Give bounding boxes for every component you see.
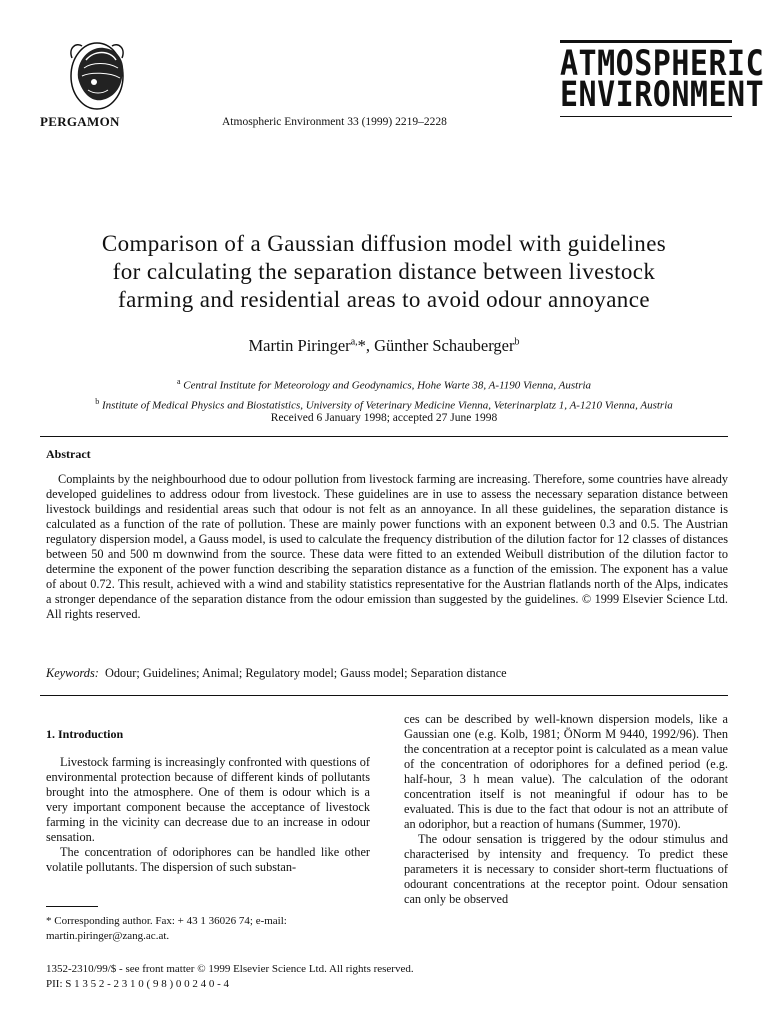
author-affiliation-mark: a, [350,336,358,348]
keywords-label: Keywords: [46,666,99,680]
footnote: * Corresponding author. Fax: + 43 1 36026 74; e-mail: martin.piringer@zang.ac.at. [46,915,287,942]
journal-citation: Atmospheric Environment 33 (1999) 2219–2228 [222,116,447,128]
keywords [46,666,728,681]
affiliations [40,374,728,413]
journal-masthead [560,40,765,120]
received-dates: Received 6 January 1998; accepted 27 June 1998 [270,412,498,424]
abstract-text: Complaints by the neighbourhood due to odour pollution from livestock farming are increasing. Therefore, some countries have already developed guidelines to address odour from livestock. These guidelines are in use to assess the necessary separation distance between livestock buildings and residential areas such that odour is not felt as an annoyance. In all these guidelines, the separation distance is calculated as a function of the rate of pollution. These are mainly power functions with an exponent between 0.3 and 0.5. The Austrian regulatory dispersion model, a Gauss model, is used to calculate the frequency distribution of the dilution factor for 12 classes of distances between 50 and 500 m downwind from the source. These data were fitted to an extended Weibull distribution of the dilution factor to determine the exponent of the power function describing the separation distance as a function of the emission. The exponent has a value of about 0.72. This result, achieved with a wind and stability statistics representative for the Austrian flatlands north of the Alps, indicates a stronger dependance of the separation distance from the odour emission than suggested by the guidelines. © 1999 Elsevier Science Ltd. All rights reserved. [46,472,728,621]
body-column-right [404,712,728,907]
title-line-1: Comparison of a Gaussian diffusion model with guidelines [101,231,667,256]
divider [40,436,728,437]
author-name: Günther Schauberger [374,336,515,355]
title-line-3: farming and residential areas to avoid odour annoyance [118,287,650,312]
affiliation-b: $^b$ Institute of Medical Physics and Biostatistics, University of Veterinary Medicine Vienna, Veterinarplatz 1, A-1210 Vienna, Austria [95,396,673,412]
publisher-name: PERGAMON [40,114,120,129]
pii-line: PII: S 1 3 5 2 - 2 3 1 0 ( 9 8 ) 0 0 2 4 0 - 4 [46,978,230,990]
paragraph: Livestock farming is increasingly confronted with questions of environmental protection because of different kinds of pollutants brought into the atmosphere. One of them is odour which is a very important component because the acceptance of livestock farming in the vicinity can decrease due to an increase in odour sensation. [46,755,370,844]
journal-name-line2: ENVIRONMENT [560,74,765,115]
divider [40,695,728,696]
author-affiliation-mark: b [514,336,520,348]
journal-name-line1: ATMOSPHERIC [560,43,765,84]
publisher-logo [42,38,152,114]
keywords-list: Odour; Guidelines; Animal; Regulatory model; Gauss model; Separation distance [104,666,507,680]
body-column-left [46,727,370,875]
title-line-2: for calculating the separation distance between livestock [112,259,656,284]
paragraph: ces can be described by well-known dispersion models, like a Gaussian one (e.g. Kolb, 1981; ÖNorm M 9440, 1992/96). Then the concentration at a receptor point is calculated as a mean value of the concentration of odoriphores for a defined period (e.g. half-hour, 3 h mean value). The calculation of the odorant concentration itself is not meaningful if odour has to be evaluated. This is due to the fact that odour is not an attribute of an odoriphor, but a reaction of humans (Summer, 1970). [404,712,728,831]
author-separator: , [365,336,375,355]
footnote-rule [46,906,98,907]
corresponding-author-mark: * [357,336,366,355]
abstract-heading: Abstract [46,447,91,461]
article-title [40,230,728,314]
author-list [40,336,728,356]
section-heading: 1. Introduction [46,727,124,741]
paragraph: The odour sensation is triggered by the odour stimulus and characterised by intensity and frequency. To predict these parameters it is necessary to consider short-term fluctuations of odourant concentrations at the receptor point. Odour sensation can only be observed [404,832,728,906]
page-footer [46,962,414,992]
paragraph: The concentration of odoriphores can be handled like other volatile pollutants. The dispersion of such substan- [46,845,370,874]
author-name: Martin Piringer [248,336,351,355]
issn-line: 1352-2310/99/$ - see front matter © 1999 Elsevier Science Ltd. All rights reserved. [46,963,414,975]
affiliation-a: $^a$ Central Institute for Meteorology and Geodynamics, Hohe Warte 38, A-1190 Vienna, Austria [176,377,592,392]
